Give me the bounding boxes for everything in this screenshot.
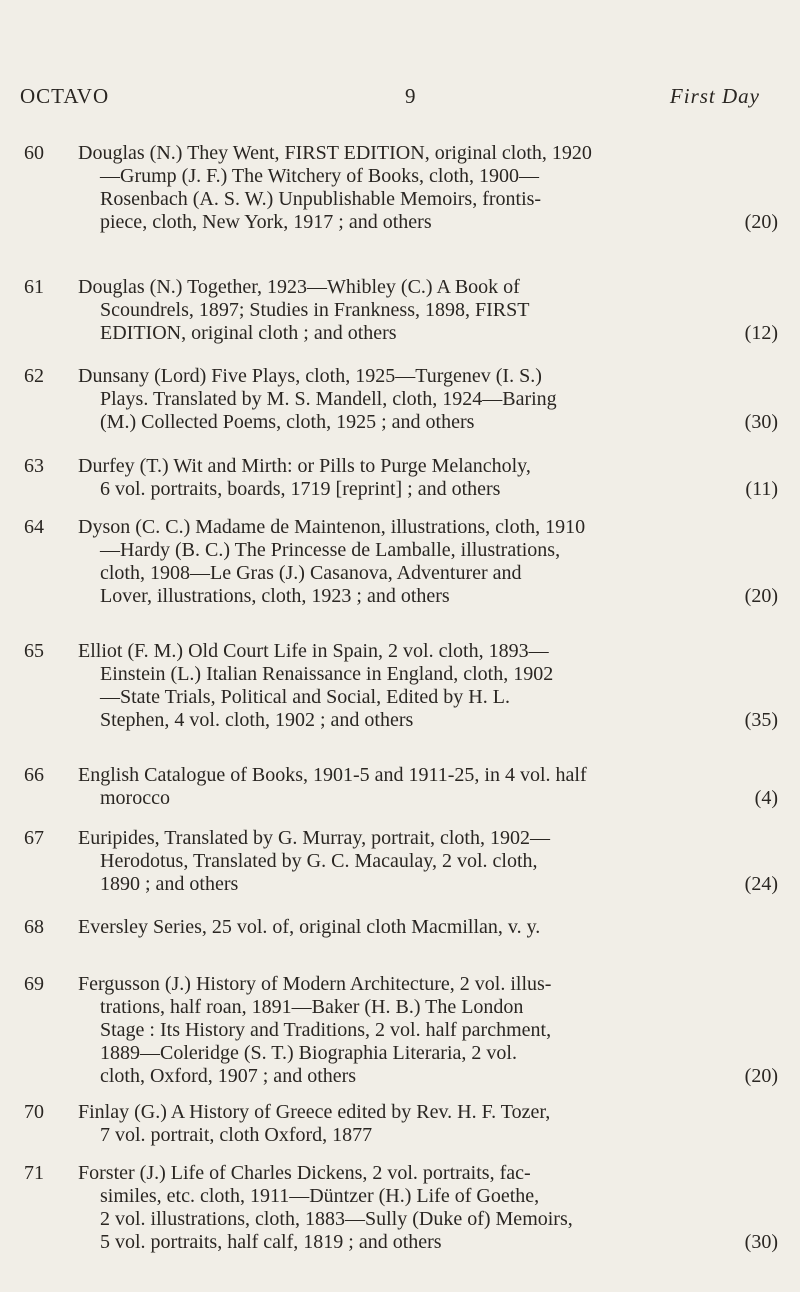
lot-line	[78, 411, 778, 434]
lot-line-text: Herodotus, Translated by G. C. Macaulay, 2 vol. cloth,	[100, 850, 538, 872]
lot-line-text: Forster (J.) Life of Charles Dickens, 2 vol. portraits, fac-	[78, 1162, 531, 1184]
lot-line-text: Scoundrels, 1897; Studies in Frankness, 1898, FIRST	[100, 299, 530, 321]
lot-line-text: Eversley Series, 25 vol. of, original cloth Macmillan, v. y.	[78, 916, 541, 938]
lot-line	[78, 709, 778, 732]
lot-line-text: —State Trials, Political and Social, Edited by H. L.	[100, 686, 510, 708]
lot-line	[78, 516, 778, 539]
lot-price: (4)	[754, 787, 778, 809]
lot-line	[78, 365, 778, 388]
lot-line-text: 1889—Coleridge (S. T.) Biographia Literaria, 2 vol.	[100, 1042, 517, 1064]
lot-line-text: —Hardy (B. C.) The Princesse de Lamballe, illustrations,	[100, 539, 561, 561]
page-header	[20, 84, 760, 114]
lot-line	[78, 1065, 778, 1088]
lot-description	[78, 365, 778, 434]
lot-line	[78, 322, 778, 345]
lot-line-text: 5 vol. portraits, half calf, 1819 ; and others	[100, 1231, 442, 1253]
lot-line-text: Dunsany (Lord) Five Plays, cloth, 1925—Turgenev (I. S.)	[78, 365, 542, 387]
lot-line	[78, 827, 778, 850]
lot-number: 71	[24, 1162, 44, 1184]
lot-line-text: 6 vol. portraits, boards, 1719 [reprint] ; and others	[100, 478, 501, 500]
lot-line-text: piece, cloth, New York, 1917 ; and others	[100, 211, 432, 233]
lot-line-text: Plays. Translated by M. S. Mandell, cloth, 1924—Baring	[100, 388, 557, 410]
lot-price: (20)	[744, 585, 778, 607]
lot-line	[78, 1231, 778, 1254]
lot-line	[78, 276, 778, 299]
lot-line	[78, 562, 778, 585]
header-day: First Day	[669, 84, 760, 108]
lot-line-text: 7 vol. portrait, cloth Oxford, 1877	[100, 1124, 373, 1146]
lot-line	[78, 873, 778, 896]
lot-description	[78, 1162, 778, 1254]
lot-line	[78, 165, 778, 188]
lot-line-text: EDITION, original cloth ; and others	[100, 322, 397, 344]
lot-line-text: 2 vol. illustrations, cloth, 1883—Sully (Duke of) Memoirs,	[100, 1208, 573, 1230]
lot-line-text: Durfey (T.) Wit and Mirth: or Pills to Purge Melancholy,	[78, 455, 531, 477]
lot-line-text: trations, half roan, 1891—Baker (H. B.) The London	[100, 996, 524, 1018]
lot-description	[78, 973, 778, 1088]
lot-line	[78, 1124, 778, 1147]
lot-line-text: Finlay (G.) A History of Greece edited by Rev. H. F. Tozer,	[78, 1101, 551, 1123]
lot-number: 65	[24, 640, 44, 662]
lot-price: (12)	[744, 322, 778, 344]
lot-line	[78, 1162, 778, 1185]
lot-number: 63	[24, 455, 44, 477]
lot-line	[78, 585, 778, 608]
lot-line	[78, 996, 778, 1019]
lot-line	[78, 299, 778, 322]
lot-description	[78, 276, 778, 345]
lot-line	[78, 787, 778, 810]
lot-line-text: cloth, 1908—Le Gras (J.) Casanova, Adventurer and	[100, 562, 522, 584]
lot-description	[78, 640, 778, 732]
lot-price: (35)	[744, 709, 778, 731]
lot-line-text: similes, etc. cloth, 1911—Düntzer (H.) Life of Goethe,	[100, 1185, 540, 1207]
lot-number: 68	[24, 916, 44, 938]
lot-price: (11)	[745, 478, 778, 500]
lot-description	[78, 142, 778, 234]
lot-line-text: Douglas (N.) They Went, FIRST EDITION, original cloth, 1920	[78, 142, 592, 164]
lot-line	[78, 1101, 778, 1124]
lot-line	[78, 478, 778, 501]
lot-number: 66	[24, 764, 44, 786]
lot-line-text: cloth, Oxford, 1907 ; and others	[100, 1065, 357, 1087]
lot-line-text: Elliot (F. M.) Old Court Life in Spain, 2 vol. cloth, 1893—	[78, 640, 549, 662]
lot-line	[78, 663, 778, 686]
lot-line	[78, 1042, 778, 1065]
lot-number: 64	[24, 516, 44, 538]
lot-line	[78, 916, 778, 939]
lot-description	[78, 455, 778, 501]
lot-description	[78, 516, 778, 608]
lot-line	[78, 764, 778, 787]
lot-price: (20)	[744, 211, 778, 233]
lot-line	[78, 973, 778, 996]
lot-number: 70	[24, 1101, 44, 1123]
lot-price: (30)	[744, 411, 778, 433]
lot-number: 62	[24, 365, 44, 387]
header-section: OCTAVO	[20, 84, 110, 108]
lot-line-text: Dyson (C. C.) Madame de Maintenon, illustrations, cloth, 1910	[78, 516, 586, 538]
page-number: 9	[405, 84, 417, 108]
lot-line-text: Fergusson (J.) History of Modern Architecture, 2 vol. illus-	[78, 973, 552, 995]
lot-price: (30)	[744, 1231, 778, 1253]
lot-number: 61	[24, 276, 44, 298]
lot-line-text: Stephen, 4 vol. cloth, 1902 ; and others	[100, 709, 414, 731]
lot-description	[78, 764, 778, 810]
lot-number: 60	[24, 142, 44, 164]
lot-description	[78, 916, 778, 939]
lot-number: 67	[24, 827, 44, 849]
lot-line	[78, 1208, 778, 1231]
lot-line	[78, 142, 778, 165]
lot-line	[78, 388, 778, 411]
lot-number: 69	[24, 973, 44, 995]
lot-line-text: Einstein (L.) Italian Renaissance in England, cloth, 1902	[100, 663, 554, 685]
lot-line-text: 1890 ; and others	[100, 873, 239, 895]
lot-line	[78, 188, 778, 211]
lot-line-text: —Grump (J. F.) The Witchery of Books, cloth, 1900—	[100, 165, 540, 187]
lot-line	[78, 455, 778, 478]
lot-description	[78, 827, 778, 896]
lot-line	[78, 1185, 778, 1208]
lot-line	[78, 539, 778, 562]
lot-line-text: Euripides, Translated by G. Murray, portrait, cloth, 1902—	[78, 827, 550, 849]
lot-line-text: Stage : Its History and Traditions, 2 vol. half parchment,	[100, 1019, 552, 1041]
lot-description	[78, 1101, 778, 1147]
lot-line-text: English Catalogue of Books, 1901-5 and 1911-25, in 4 vol. half	[78, 764, 587, 786]
lot-line-text: Rosenbach (A. S. W.) Unpublishable Memoirs, frontis-	[100, 188, 542, 210]
lot-line-text: Lover, illustrations, cloth, 1923 ; and others	[100, 585, 450, 607]
lot-line	[78, 1019, 778, 1042]
lot-line	[78, 686, 778, 709]
lot-line-text: morocco	[100, 787, 170, 809]
lot-line-text: (M.) Collected Poems, cloth, 1925 ; and others	[100, 411, 475, 433]
lot-line	[78, 850, 778, 873]
lot-price: (20)	[744, 1065, 778, 1087]
lot-line	[78, 640, 778, 663]
lot-line-text: Douglas (N.) Together, 1923—Whibley (C.) A Book of	[78, 276, 520, 298]
lot-price: (24)	[744, 873, 778, 895]
lot-line	[78, 211, 778, 234]
